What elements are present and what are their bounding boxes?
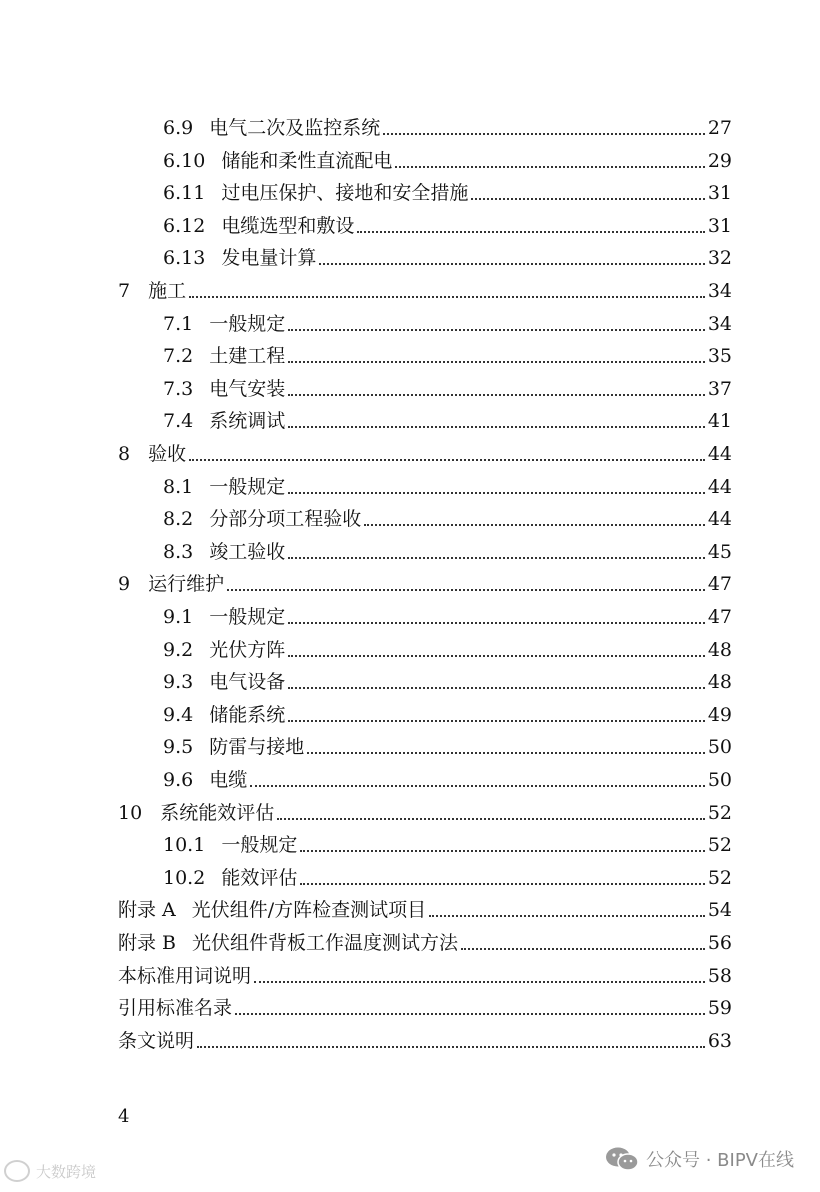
toc-dot-leader (235, 1013, 705, 1015)
toc-entry-number: 7 (118, 280, 131, 302)
toc-entry-number: 9.4 (163, 703, 194, 726)
toc-entry-number: 9.1 (163, 606, 194, 628)
toc-dot-leader (254, 981, 705, 983)
toc-entry-title: 施工 (148, 280, 187, 302)
toc-entry-number: 8.1 (163, 475, 194, 498)
toc-entry-title: 电气设备 (209, 671, 286, 694)
toc-entry (118, 438, 732, 470)
toc-entry-page: 52 (707, 834, 732, 857)
toc-entry-page: 48 (707, 638, 732, 661)
toc-entry (163, 503, 732, 535)
toc-entry-number: 7.4 (163, 410, 194, 433)
toc-dot-leader (383, 133, 705, 135)
toc-dot-leader (288, 622, 705, 624)
toc-dot-leader (288, 361, 705, 363)
toc-entry (163, 340, 732, 372)
toc-entry (118, 275, 732, 307)
toc-entry-title: 电气二次及监控系统 (209, 117, 381, 139)
toc-entry-page: 48 (707, 671, 732, 694)
brand-logo-icon (4, 1160, 30, 1182)
toc-entry-page: 54 (707, 899, 732, 922)
toc-entry-title: 光伏组件背板工作温度测试方法 (192, 932, 459, 954)
toc-entry (118, 568, 732, 600)
toc-entry (118, 992, 732, 1024)
toc-dot-leader (227, 589, 705, 591)
toc-entry-page: 34 (707, 312, 732, 335)
toc-dot-leader (189, 459, 705, 461)
toc-entry-number: 6.12 (163, 214, 206, 237)
toc-entry-page: 44 (707, 475, 732, 498)
toc-dot-leader (288, 492, 705, 494)
toc-entry-title: 分部分项工程验收 (209, 508, 362, 531)
toc-entry-number: 7.3 (163, 377, 194, 400)
toc-entry-title: 一般规定 (209, 606, 286, 628)
watermark-left-text: 大数跨境 (36, 1162, 97, 1181)
toc-entry-title: 一般规定 (221, 834, 298, 857)
watermark-right-text: 公众号 · BIPV在线 (646, 1150, 794, 1171)
toc-entry (163, 829, 732, 861)
toc-entry (118, 1025, 732, 1057)
toc-dot-leader (357, 231, 704, 233)
toc-entry-page: 34 (707, 280, 732, 302)
toc-entry (163, 177, 732, 209)
toc-entry (163, 210, 732, 242)
toc-entry-page: 50 (707, 736, 732, 759)
toc-entry-title: 一般规定 (209, 312, 286, 335)
toc-entry-number: 7.2 (163, 345, 194, 368)
toc-entry-number: 9 (118, 573, 131, 596)
toc-entry (163, 699, 732, 731)
toc-entry-page: 50 (707, 769, 732, 791)
toc-entry-title: 本标准用词说明 (118, 964, 252, 987)
toc-entry-title: 电缆选型和敷设 (221, 214, 355, 237)
toc-entry-number: 10.2 (163, 866, 206, 889)
toc-entry (118, 927, 732, 959)
toc-entry-title: 竣工验收 (209, 540, 286, 563)
toc-entry (163, 634, 732, 666)
toc-dot-leader (288, 720, 705, 722)
toc-entry-page: 59 (707, 997, 732, 1020)
toc-dot-leader (277, 818, 705, 820)
toc-dot-leader (288, 329, 705, 331)
toc-entry (118, 960, 732, 992)
toc-entry-title: 过电压保护、接地和安全措施 (221, 182, 469, 205)
toc-dot-leader (300, 883, 704, 885)
toc-entry-page: 31 (707, 182, 732, 205)
toc-entry-title: 光伏组件/方阵检查测试项目 (191, 899, 427, 922)
toc-entry (163, 405, 732, 437)
toc-dot-leader (364, 524, 705, 526)
toc-entry-number: 8 (118, 443, 131, 465)
toc-entry-title: 发电量计算 (221, 247, 317, 270)
toc-entry-page: 52 (707, 866, 732, 889)
toc-dot-leader (395, 166, 704, 168)
toc-entry-page: 49 (707, 703, 732, 726)
toc-entry-title: 防雷与接地 (209, 736, 305, 759)
toc-dot-leader (307, 752, 705, 754)
toc-entry (163, 471, 732, 503)
toc-entry-number: 10 (118, 801, 143, 824)
toc-entry (118, 894, 732, 926)
toc-entry-number: 附录 A (118, 899, 176, 922)
toc-entry-page: 31 (707, 214, 732, 237)
toc-dot-leader (288, 426, 705, 428)
toc-entry-title: 引用标准名录 (118, 997, 233, 1020)
toc-entry-page: 32 (707, 247, 732, 270)
toc-entry (163, 112, 732, 144)
toc-entry-title: 土建工程 (209, 345, 286, 368)
toc-entry-number: 10.1 (163, 834, 206, 857)
toc-entry-title: 电缆 (209, 769, 248, 791)
toc-entry (163, 373, 732, 405)
toc-entry-title: 运行维护 (148, 573, 225, 596)
toc-dot-leader (288, 557, 705, 559)
toc-entry-title: 储能系统 (209, 703, 286, 726)
toc-entry-number: 6.9 (163, 117, 194, 139)
toc-entry-page: 52 (707, 801, 732, 824)
toc-entry-title: 光伏方阵 (209, 638, 286, 661)
toc-entry-page: 35 (707, 345, 732, 368)
toc-entry-title: 能效评估 (221, 866, 298, 889)
watermark-right (604, 1146, 794, 1172)
toc-entry-title: 系统调试 (209, 410, 286, 433)
toc-entry (163, 242, 732, 274)
toc-entry-page: 44 (707, 443, 732, 465)
toc-entry (163, 666, 732, 698)
toc-entry-title: 电气安装 (209, 377, 286, 400)
toc-dot-leader (319, 263, 704, 265)
toc-entry-title: 系统能效评估 (160, 801, 275, 824)
toc-entry (163, 601, 732, 633)
toc-dot-leader (250, 785, 705, 787)
toc-entry-page: 37 (707, 377, 732, 400)
watermark-left (4, 1160, 96, 1182)
toc-dot-leader (300, 850, 704, 852)
toc-entry (118, 797, 732, 829)
toc-entry-title: 条文说明 (118, 1029, 195, 1052)
toc-entry-page: 63 (707, 1029, 732, 1052)
toc-entry-title: 储能和柔性直流配电 (221, 149, 393, 172)
toc-entry (163, 308, 732, 340)
toc-entry (163, 862, 732, 894)
toc-dot-leader (197, 1046, 705, 1048)
toc-entry-page: 29 (707, 149, 732, 172)
toc-entry-title: 验收 (148, 443, 187, 465)
wechat-icon (604, 1146, 640, 1172)
toc-entry-number: 6.13 (163, 247, 206, 270)
toc-entry-title: 一般规定 (209, 475, 286, 498)
toc-dot-leader (189, 296, 705, 298)
toc-entry-number: 附录 B (118, 932, 177, 954)
toc-entry-page: 44 (707, 508, 732, 531)
toc-entry (163, 145, 732, 177)
toc-dot-leader (429, 915, 705, 917)
toc-entry-page: 45 (707, 540, 732, 563)
toc-entry-number: 6.11 (163, 182, 206, 205)
toc-entry-page: 27 (707, 117, 732, 139)
toc-entry-number: 7.1 (163, 312, 194, 335)
toc-dot-leader (288, 687, 705, 689)
page-number: 4 (118, 1106, 130, 1127)
toc-entry-number: 6.10 (163, 149, 206, 172)
toc-dot-leader (461, 948, 705, 950)
toc-dot-leader (471, 198, 704, 200)
toc-entry-page: 47 (707, 606, 732, 628)
toc-entry-number: 9.2 (163, 638, 194, 661)
toc-dot-leader (288, 394, 705, 396)
toc-entry-page: 47 (707, 573, 732, 596)
toc-entry-page: 41 (707, 410, 732, 433)
toc-entry-page: 58 (707, 964, 732, 987)
toc-entry-number: 8.2 (163, 508, 194, 531)
toc-entry-number: 9.3 (163, 671, 194, 694)
toc-dot-leader (288, 655, 705, 657)
toc-entry (163, 731, 732, 763)
toc-entry-number: 9.5 (163, 736, 194, 759)
toc-entry-page: 56 (707, 932, 732, 954)
toc-entry-number: 9.6 (163, 769, 194, 791)
toc-entry (163, 764, 732, 796)
toc-entry-number: 8.3 (163, 540, 194, 563)
toc-entry (163, 536, 732, 568)
